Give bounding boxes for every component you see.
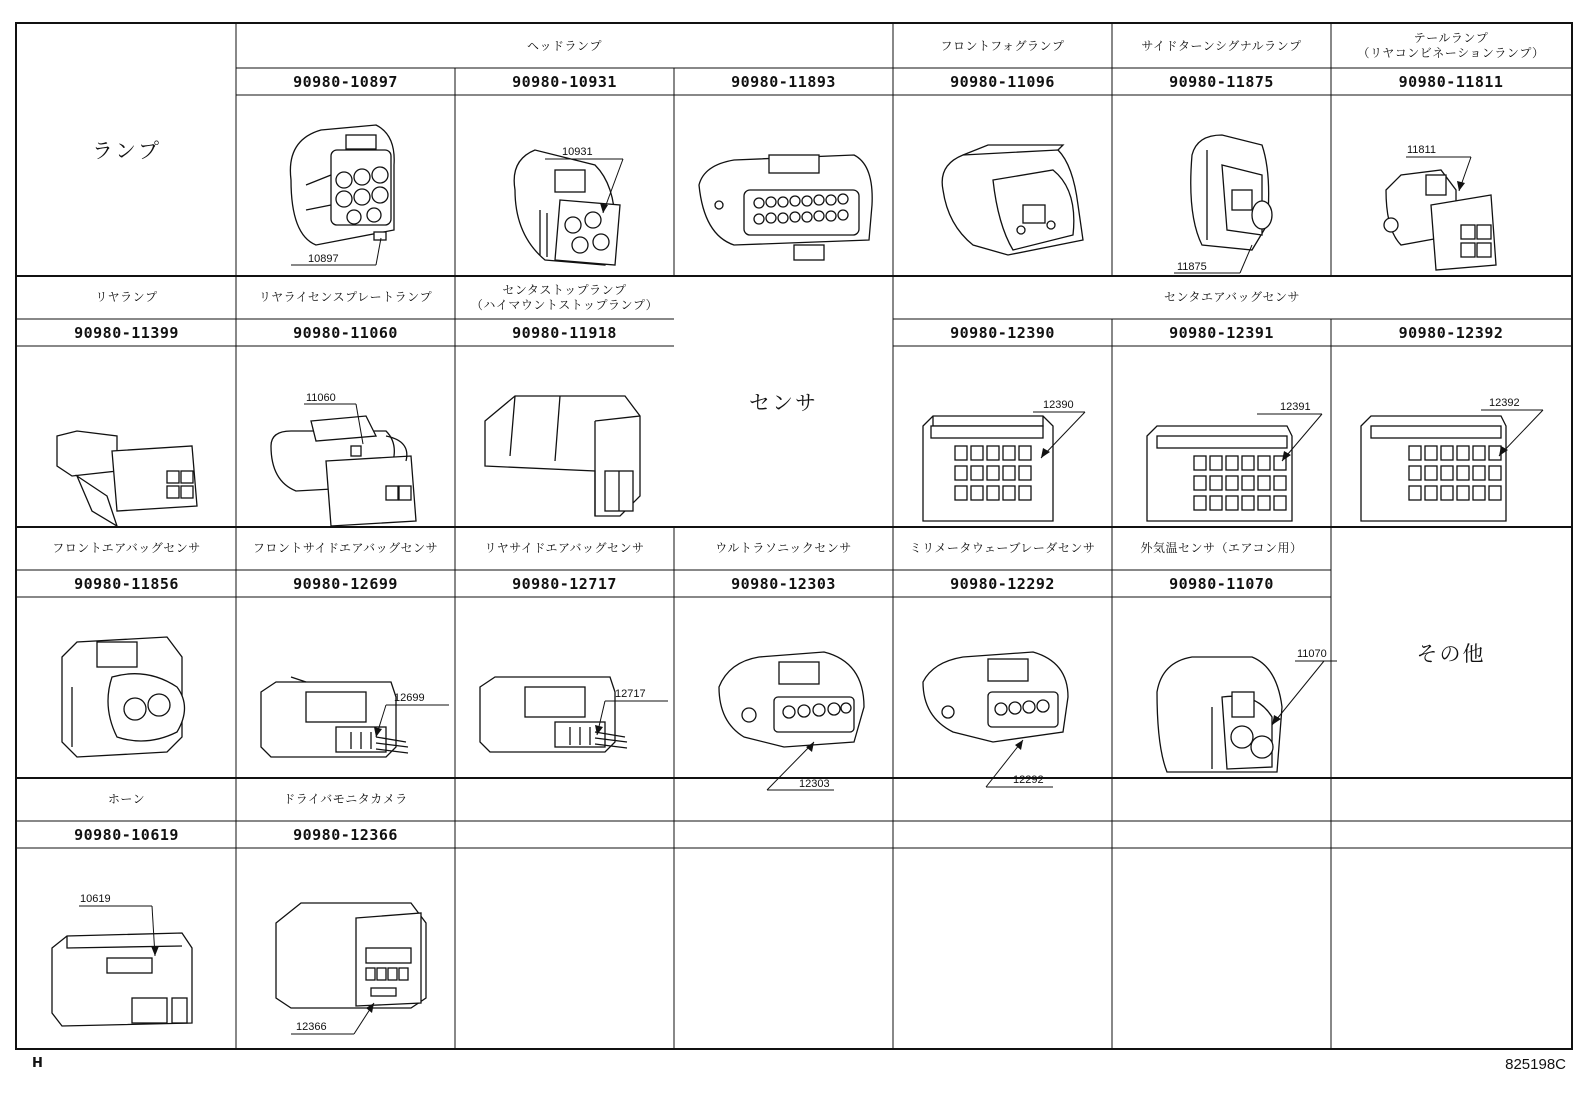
part-number: 90980-11096 — [950, 72, 1055, 91]
connector-illustration — [236, 95, 455, 276]
center-stop-lamp-label-line1: センタストップランプ — [502, 282, 627, 297]
callout-label: 11060 — [306, 392, 336, 404]
connector-table — [15, 22, 1573, 1050]
part-number: 90980-10897 — [293, 72, 398, 91]
part-number: 90980-12392 — [1398, 323, 1504, 342]
part-number: 90980-11070 — [1169, 574, 1274, 593]
callout-label: 11811 — [1407, 144, 1436, 156]
tail-lamp-label-line2: （リヤコンビネーションランプ） — [1357, 46, 1545, 60]
figure-id: 825198C — [1505, 1056, 1566, 1073]
callout-label: 10897 — [308, 253, 339, 265]
center-airbag-sensor-label: センタエアバッグセンサ — [1163, 290, 1301, 304]
callout-label: 12303 — [799, 778, 830, 790]
callout-label: 10931 — [562, 146, 593, 158]
connector-illustration — [1112, 95, 1331, 276]
connector-illustration — [236, 848, 455, 1048]
connector-illustration — [893, 95, 1112, 276]
callout-label: 12717 — [615, 688, 646, 700]
part-number: 90980-12699 — [293, 574, 398, 593]
callout-label: 12391 — [1280, 401, 1311, 413]
center-stop-lamp-label-line2: （ハイマウントストップランプ） — [470, 297, 659, 312]
connector-illustration — [674, 597, 893, 790]
connector-illustration — [455, 346, 674, 527]
connector-illustration — [1331, 95, 1571, 276]
ambient-temp-sensor-label: 外気温センサ（エアコン用） — [1140, 541, 1303, 555]
fog-lamp-label: フロントフォグランプ — [940, 38, 1065, 53]
callout-label: 12366 — [296, 1021, 327, 1033]
front-side-airbag-sensor-label: フロントサイドエアバッグセンサ — [252, 541, 439, 555]
connector-illustration — [455, 95, 674, 276]
part-number: 90980-12292 — [950, 574, 1055, 593]
rear-side-airbag-sensor-label: リヤサイドエアバッグセンサ — [484, 541, 645, 555]
driver-monitor-camera-label: ドライバモニタカメラ — [283, 792, 408, 806]
connector-illustration — [1331, 346, 1571, 527]
part-number: 90980-11918 — [512, 323, 617, 342]
callout-label: 11875 — [1177, 261, 1207, 273]
category-lamp: ランプ — [92, 139, 161, 163]
rear-lamp-label: リヤランプ — [95, 290, 158, 304]
footer-mark: H — [32, 1056, 43, 1071]
part-number: 90980-12303 — [731, 574, 836, 593]
part-number: 90980-10619 — [74, 825, 179, 844]
category-sensor: センサ — [749, 390, 818, 415]
callout-label: 11070 — [1297, 648, 1327, 660]
connector-illustration — [17, 597, 236, 778]
connector-illustration — [1112, 597, 1331, 778]
connector-illustration — [1112, 346, 1331, 527]
millimeter-wave-radar-label: ミリメータウェーブレーダセンサ — [909, 541, 1096, 555]
part-number: 90980-11893 — [731, 72, 836, 91]
connector-illustration — [893, 597, 1112, 786]
callout-label: 12699 — [394, 692, 425, 704]
headlamp-label: ヘッドランプ — [526, 38, 602, 53]
part-number: 90980-12366 — [293, 825, 398, 844]
tail-lamp-label-line1: テールランプ — [1413, 31, 1489, 45]
connector-illustration — [17, 848, 236, 1048]
tail-lamp-label — [1331, 24, 1571, 68]
connector-illustration — [236, 346, 455, 527]
connector-illustration — [674, 95, 893, 276]
callout-label: 12392 — [1489, 397, 1520, 409]
connector-illustration — [455, 597, 674, 778]
connector-illustration — [893, 346, 1112, 527]
side-turn-signal-label: サイドターンシグナルランプ — [1141, 38, 1302, 53]
part-number: 90980-11811 — [1398, 72, 1504, 91]
part-number: 90980-11399 — [74, 323, 179, 342]
part-number: 90980-12717 — [512, 574, 617, 593]
front-airbag-sensor-label: フロントエアバッグセンサ — [52, 541, 201, 555]
part-number: 90980-12391 — [1169, 323, 1274, 342]
callout-label: 10619 — [80, 893, 111, 905]
callout-label: 12390 — [1043, 399, 1074, 411]
center-stop-lamp-label — [455, 276, 674, 319]
horn-label: ホーン — [107, 792, 146, 806]
category-other: その他 — [1416, 641, 1486, 666]
part-number: 90980-11856 — [74, 574, 179, 593]
connector-illustration — [236, 597, 455, 778]
license-plate-lamp-label: リヤライセンスプレートランプ — [258, 290, 433, 304]
part-number: 90980-12390 — [950, 323, 1055, 342]
callout-label: 12292 — [1013, 774, 1044, 786]
ultrasonic-sensor-label: ウルトラソニックセンサ — [715, 541, 852, 555]
part-number: 90980-11060 — [293, 323, 398, 342]
part-number: 90980-11875 — [1169, 72, 1274, 91]
part-number: 90980-10931 — [512, 72, 617, 91]
connector-illustration — [17, 346, 236, 527]
